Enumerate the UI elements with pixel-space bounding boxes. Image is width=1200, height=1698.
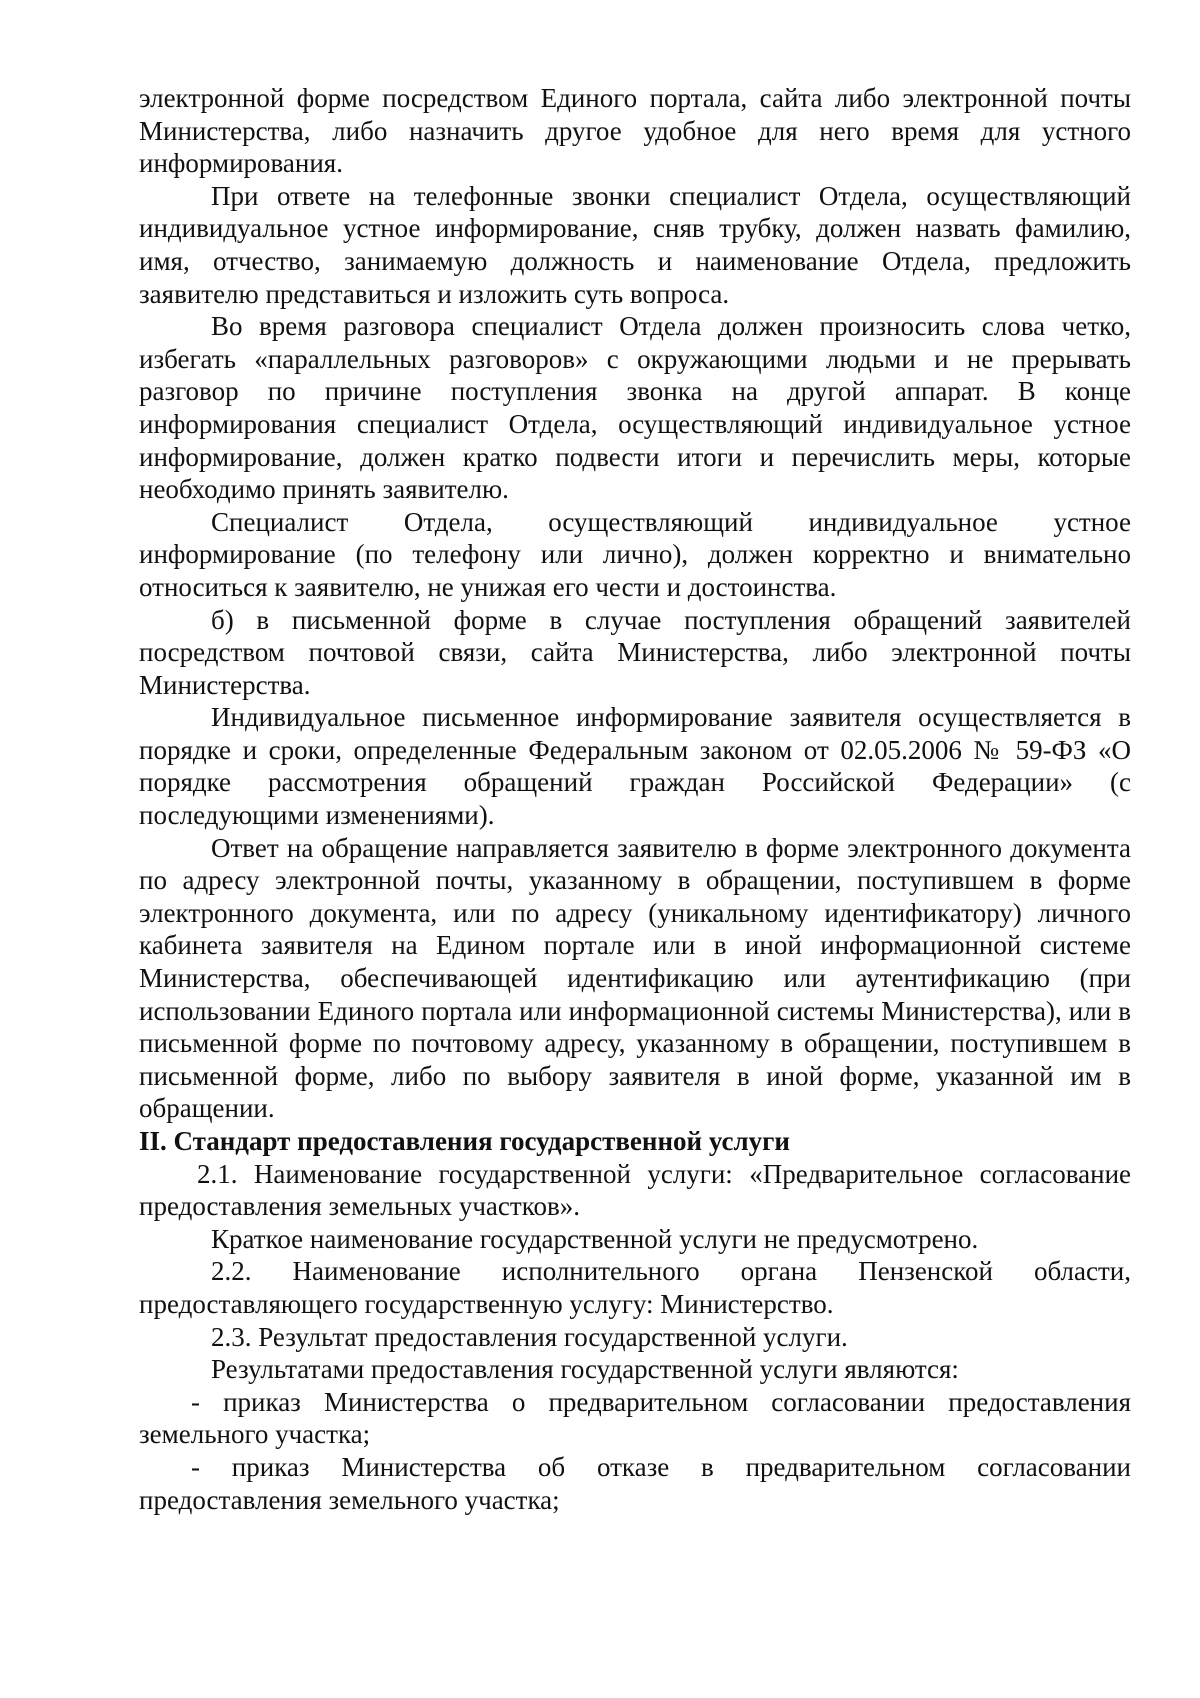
- paragraph-continuation: электронной форме посредством Единого портала, сайта либо электронной почты Министерства, либо назначить другое удобное для него время для устного информирования.: [139, 83, 1131, 179]
- paragraph-2-1: 2.1. Наименование государственной услуги: «Предварительное согласование предоставления земельных участков».: [139, 1158, 1131, 1222]
- paragraph-results-intro: Результатами предоставления государственной услуги являются:: [211, 1354, 959, 1385]
- paragraph-phone-calls: При ответе на телефонные звонки специалист Отдела, осуществляющий индивидуальное устное информирование, сняв трубку, должен назвать фамилию, имя, отчество, занимаемую должность и наименование Отдела, предложить заявителю представиться и изложить суть вопроса.: [139, 180, 1131, 309]
- paragraph-response: Ответ на обращение направляется заявителю в форме электронного документа по адресу электронной почты, указанному в обращении, поступившем в форме электронного документа, или по адресу (уникальному идентификатору) личного кабинета заявителя на Едином портале или в иной информационной системе Министерства, обеспечивающей идентификацию или аутентификацию (при использовании Единого портала или информационной системы Министерства), или в письменной форме по почтовому адресу, указанному в обращении, поступившем в письменной форме, либо по выбору заявителя в иной форме, указанной им в обращении.: [139, 832, 1131, 1124]
- paragraph-written-form: б) в письменной форме в случае поступления обращений заявителей посредством почтовой связи, сайта Министерства, либо электронной почты Министерства.: [139, 604, 1131, 700]
- list-item-refusal-order: - приказ Министерства об отказе в предварительном согласовании предоставления земельного участка;: [139, 1451, 1131, 1515]
- document-page: [139, 82, 1131, 1516]
- paragraph-2-2: 2.2. Наименование исполнительного органа Пензенской области, предоставляющего государственную услугу: Министерство.: [139, 1256, 1131, 1319]
- paragraph-conversation: Во время разговора специалист Отдела должен произносить слова четко, избегать «параллельных разговоров» с окружающими людьми и не прерывать разговор по причине поступления звонка на другой аппарат. В конце информирования специалист Отдела, осуществляющий индивидуальное устное информирование, должен кратко подвести итоги и перечислить меры, которые необходимо принять заявителю.: [139, 311, 1131, 505]
- section-heading: II. Стандарт предоставления государственной услуги: [139, 1126, 790, 1156]
- paragraph-specialist-conduct: Специалист Отдела, осуществляющий индивидуальное устное информирование (по телефону или лично), должен корректно и внимательно относиться к заявителю, не унижая его чести и достоинства.: [139, 506, 1131, 602]
- paragraph-2-3: 2.3. Результат предоставления государственной услуги.: [211, 1321, 848, 1352]
- list-item-approval-order: - приказ Министерства о предварительном согласовании предоставления земельного участка;: [139, 1386, 1131, 1450]
- paragraph-written-informing: Индивидуальное письменное информирование заявителя осуществляется в порядке и сроки, определенные Федеральным законом от 02.05.2006 № 59-ФЗ «О порядке рассмотрения обращений граждан Российской Федерации» (с последующими изменениями).: [139, 702, 1131, 831]
- paragraph-short-name: Краткое наименование государственной услуги не предусмотрено.: [211, 1223, 979, 1254]
